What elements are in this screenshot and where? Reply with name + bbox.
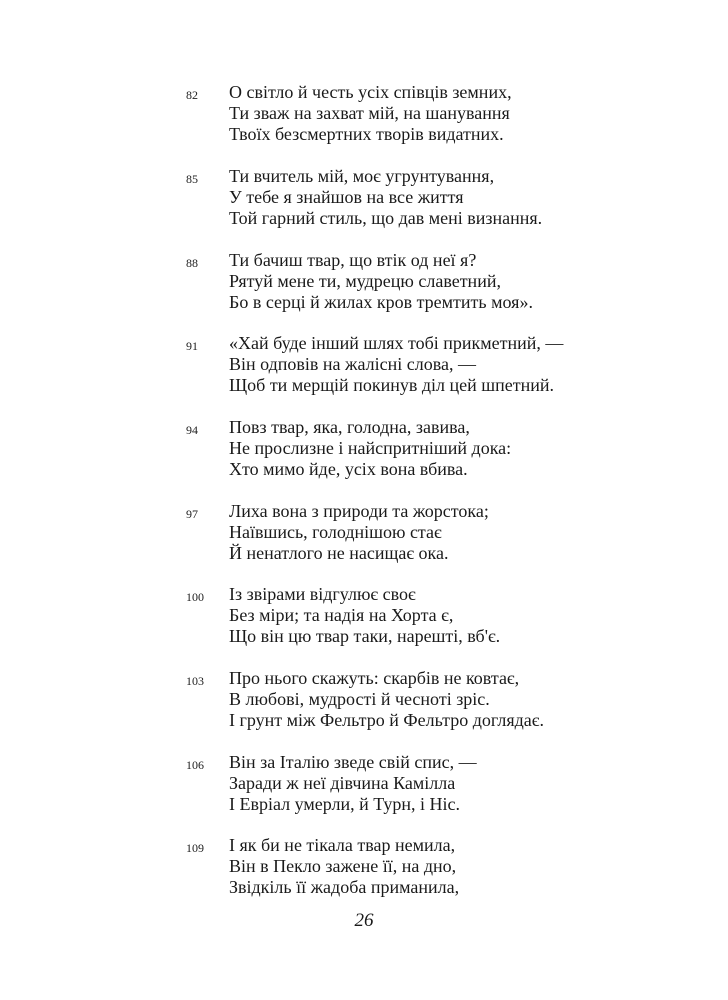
verse-lines — [229, 752, 477, 815]
line-number: 94 — [186, 423, 198, 437]
verse-line: Без міри; та надія на Хорта є, — [229, 605, 454, 625]
verse-line: В любові, мудрості й чесноті зріс. — [229, 689, 490, 709]
line-number: 85 — [186, 172, 198, 186]
verse-line: У тебе я знайшов на все життя — [229, 187, 464, 207]
line-number: 109 — [186, 841, 204, 855]
page-number: 26 — [354, 910, 374, 931]
verse-line: Він за Італію зведе свій спис, — — [229, 752, 477, 772]
verse-lines — [229, 333, 563, 396]
verse-line: Заради ж неї дівчина Камілла — [229, 773, 456, 793]
line-number: 88 — [186, 256, 198, 270]
verse-lines — [229, 501, 489, 564]
verse-line: Повз твар, яка, голодна, завива, — [229, 417, 470, 437]
verse-line: Й ненатлого не насищає ока. — [229, 543, 449, 563]
line-number: 82 — [186, 88, 198, 102]
verse-line: Він в Пекло зажене її, на дно, — [229, 856, 457, 876]
verse-line: Звідкіль її жадоба приманила, — [229, 877, 460, 897]
verse-lines — [229, 835, 459, 898]
verse-line: О світло й честь усіх співців земних, — [229, 82, 512, 102]
verse-line: Що він цю твар таки, нарешті, вб'є. — [229, 626, 501, 646]
verse-line: Ти зваж на захват мій, на шанування — [229, 103, 510, 123]
verse-line: І як би не тікала твар немила, — [229, 835, 456, 855]
verse-line: Бо в серці й жилах кров тремтить моя». — [229, 292, 533, 312]
line-number: 103 — [186, 674, 204, 688]
verse-line: «Хай буде інший шлях тобі прикметний, — — [229, 333, 564, 353]
verse-line: Наївшись, голоднішою стає — [229, 522, 442, 542]
line-number: 97 — [186, 507, 198, 521]
verse-lines — [229, 417, 511, 480]
line-number: 100 — [186, 590, 204, 604]
verse-line: Лиха вона з природи та жорстока; — [229, 501, 489, 521]
verse-line: І грунт між Фельтро й Фельтро доглядає. — [229, 710, 544, 730]
verse-line: Не прослизне і найспритніший дока: — [229, 438, 512, 458]
verse-lines — [229, 250, 533, 313]
verse-lines — [229, 82, 512, 145]
verse-line: Той гарний стиль, що дав мені визнання. — [229, 208, 543, 228]
line-number: 106 — [186, 758, 204, 772]
verse-line: Він одповів на жалісні слова, — — [229, 354, 476, 374]
verse-line: Про нього скажуть: скарбів не ковтає, — [229, 668, 520, 688]
verse-line: І Евріал умерли, й Турн, і Ніс. — [229, 794, 460, 814]
line-number: 91 — [186, 339, 198, 353]
verse-lines — [229, 584, 500, 647]
verse-lines — [229, 668, 544, 731]
verse-line: Рятуй мене ти, мудрецю славетний, — [229, 271, 501, 291]
verse-line: Хто мимо йде, усіх вона вбива. — [229, 459, 468, 479]
verse-line: Із звірами відгулює своє — [229, 584, 416, 604]
verse-line: Твоїх безсмертних творів видатних. — [229, 124, 504, 144]
verse-line: Ти вчитель мій, моє угрунтування, — [229, 166, 495, 186]
verse-lines — [229, 166, 542, 229]
verse-line: Ти бачиш твар, що втік од неї я? — [229, 250, 477, 270]
verse-line: Щоб ти мерщій покинув діл цей шпетний. — [229, 375, 554, 395]
